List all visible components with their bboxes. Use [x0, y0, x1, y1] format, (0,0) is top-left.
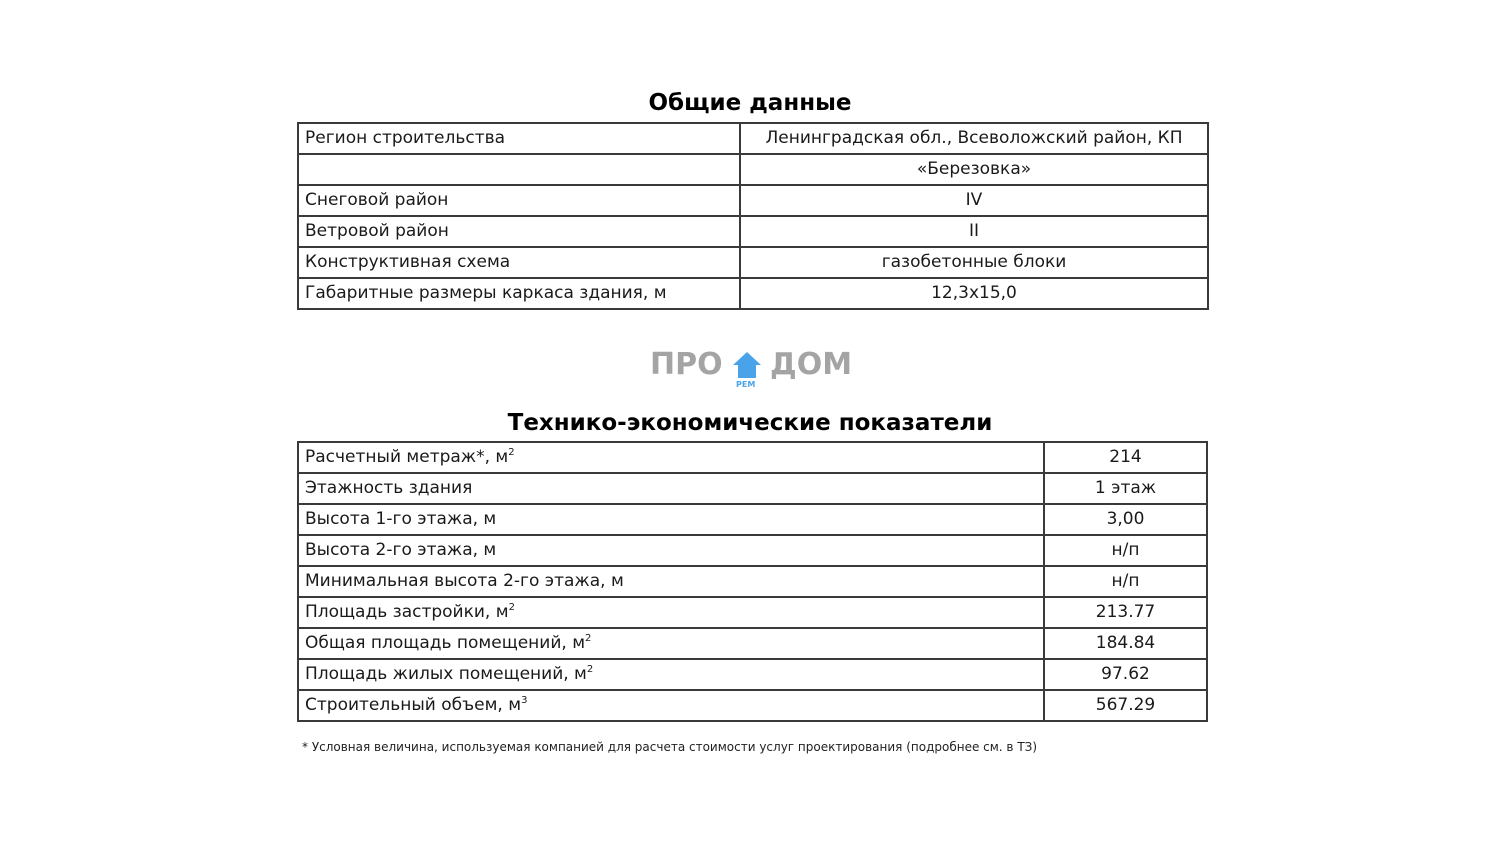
table-row [298, 216, 1208, 247]
row-label: Площадь жилых помещений, $м^2$ [298, 659, 1044, 690]
row-label: Высота 2-го этажа, м [298, 535, 1044, 566]
unit-exponent: 2 [508, 447, 515, 458]
unit-exponent: 2 [585, 633, 592, 644]
general-data-title: Общие данные [648, 90, 852, 116]
row-label: Высота 1-го этажа, м [298, 504, 1044, 535]
table-row [298, 690, 1207, 721]
unit-exponent: 3 [521, 695, 528, 706]
row-label: Расчетный метраж*, $м^2$ [298, 442, 1044, 473]
table-row [298, 442, 1207, 473]
row-label: Площадь застройки, $м^2$ [298, 597, 1044, 628]
table-row [298, 504, 1207, 535]
table-row [298, 535, 1207, 566]
table-row [298, 597, 1207, 628]
row-value: н/п [1044, 566, 1207, 597]
unit-exponent: 2 [586, 664, 594, 675]
watermark-subtext: РЕМ [736, 380, 756, 389]
row-label: Снеговой район [298, 185, 740, 216]
table-row [298, 278, 1208, 309]
table-row [298, 123, 1208, 154]
row-value: IV [740, 185, 1208, 216]
table-row [298, 566, 1207, 597]
row-value: 184.84 [1044, 628, 1207, 659]
row-value: 97.62 [1044, 659, 1207, 690]
general-data-table [297, 122, 1209, 310]
tech-indicators-title: Технико-экономические показатели [507, 410, 993, 436]
row-value: 1 этаж [1044, 473, 1207, 504]
table-row [298, 185, 1208, 216]
house-icon [732, 350, 762, 380]
row-value: 12,3x15,0 [740, 278, 1208, 309]
watermark-text-left: ПРО [650, 347, 723, 382]
table-row [298, 659, 1207, 690]
row-value: 567.29 [1044, 690, 1207, 721]
watermark-logo [650, 347, 853, 392]
tech-indicators-table [297, 441, 1208, 722]
row-value: 213.77 [1044, 597, 1207, 628]
table-row [298, 628, 1207, 659]
table-row [298, 473, 1207, 504]
row-value: газобетонные блоки [740, 247, 1208, 278]
row-label: Строительный объем, $м^3$ [298, 690, 1044, 721]
unit-exponent: 2 [508, 602, 515, 613]
footnote: * Условная величина, используемая компанией для расчета стоимости услуг проектирования (подробнее см. в ТЗ) [302, 740, 1038, 754]
row-label: Габаритные размеры каркаса здания, м [298, 278, 740, 309]
row-label [298, 154, 740, 185]
row-label: Регион строительства [298, 123, 740, 154]
row-label: Минимальная высота 2-го этажа, м [298, 566, 1044, 597]
row-label: Конструктивная схема [298, 247, 740, 278]
row-value: Ленинградская обл., Всеволожский район, КП [740, 123, 1208, 154]
row-value: 3,00 [1044, 504, 1207, 535]
row-label: Общая площадь помещений, $м^2$ [298, 628, 1044, 659]
table-row [298, 247, 1208, 278]
watermark-text-right: ДОМ [770, 347, 853, 382]
row-value: н/п [1044, 535, 1207, 566]
row-label: Этажность здания [298, 473, 1044, 504]
row-label: Ветровой район [298, 216, 740, 247]
row-value: 214 [1044, 442, 1207, 473]
table-row [298, 154, 1208, 185]
row-value: II [740, 216, 1208, 247]
row-value: «Березовка» [740, 154, 1208, 185]
